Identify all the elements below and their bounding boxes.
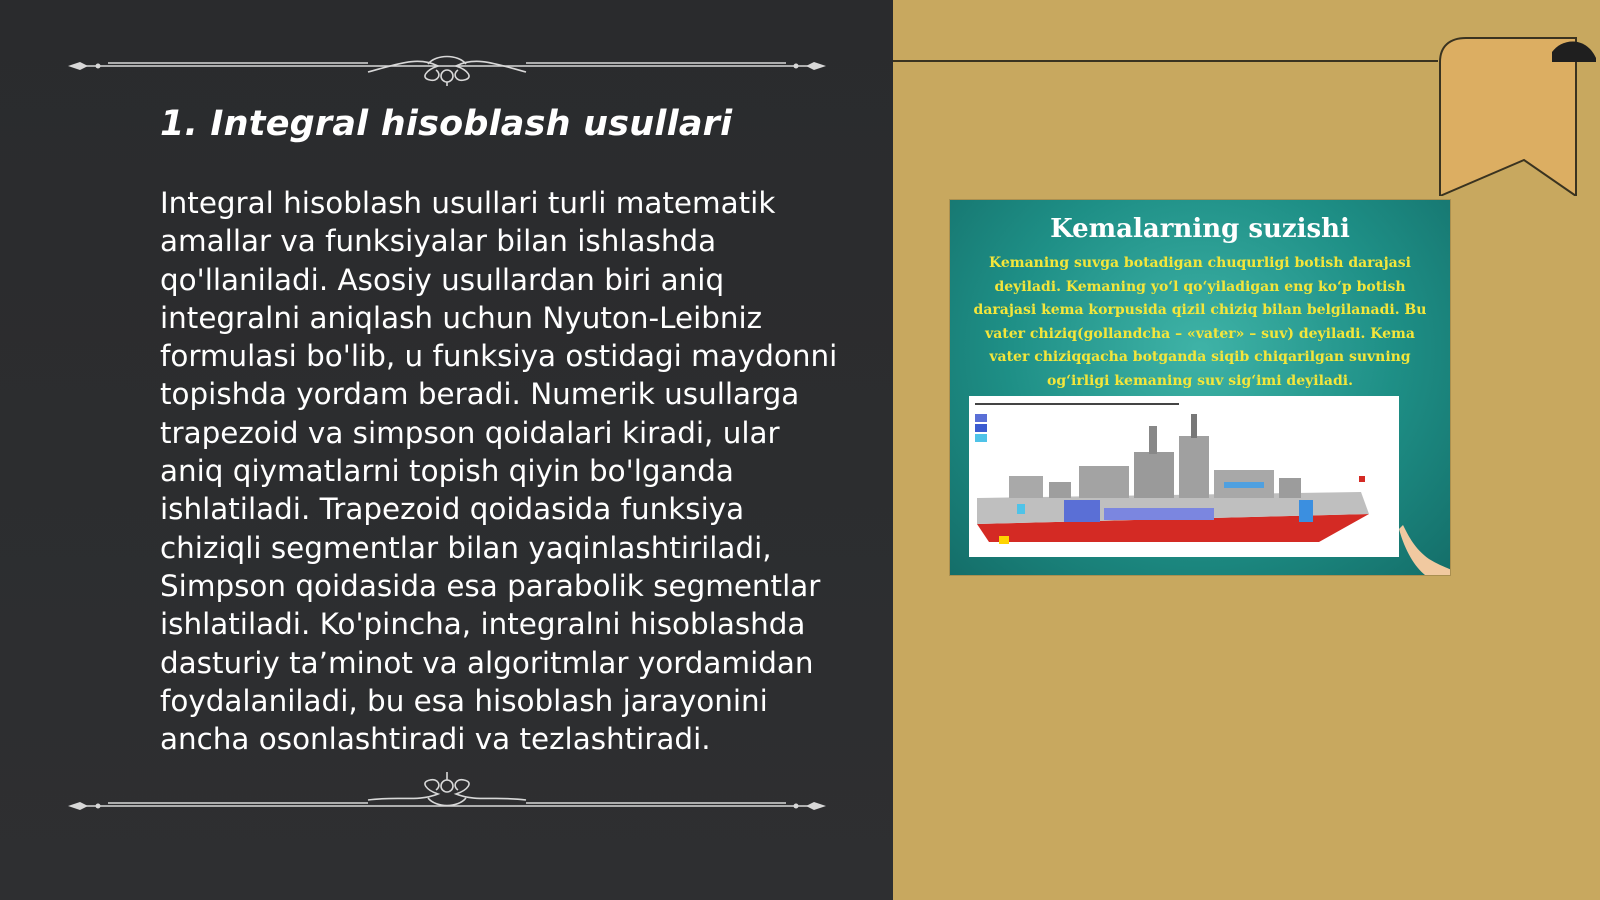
embedded-slide-image [950,200,1450,575]
slide-body-text: Integral hisoblash usullari turli matematik amallar va funksiyalar bilan ishlashda qo'llaniladi. Asosiy usullardan biri aniq integralni aniqlash uchun Nyuton-Leibniz formulasi bo'lib, u funksiya ostidagi maydonni topishda yordam beradi. Numerik usullarga trapezoid va simpson qoidalari kiradi, ular aniq qiymatlarni topish qiyin bo'lganda ishlatiladi. Trapezoid qoidasida funksiya chiziqli segmentlar bilan yaqinlashtiriladi, Simpson qoidasida esa parabolik segmentlar ishlatiladi. Ko'pincha, integralni hisoblashda dasturiy ta’minot va algoritmlar yordamidan foydalaniladi, bu esa hisoblash jarayonini ancha osonlashtiradi va tezlashtiradi. [160,186,838,757]
image-card-text: Kemaning suvga botadigan chuqurligi botish darajasi deyiladi. Kemaning yo‘l qo‘yiladigan eng ko‘p botish darajasi kema korpusida qizil chiziq bilan belgilanadi. Bu vater chiziq(gollandcha – «vater» – suv) deyiladi. Kema vater chiziqqacha botganda siqib chiqarilgan suvning og‘irligi kemaning suv sig‘imi deyiladi. [973,255,1427,389]
divider-line [893,60,1438,62]
bookmark-ribbon-icon [1436,36,1600,196]
warship-illustration [969,396,1399,557]
slide-title: 1. Integral hisoblash usullari [160,104,733,144]
top-ornament-icon [68,46,826,86]
bottom-ornament-icon [68,772,826,812]
image-card-title: Kemalarning suzishi [1050,214,1350,244]
hand-icon [1395,515,1450,575]
